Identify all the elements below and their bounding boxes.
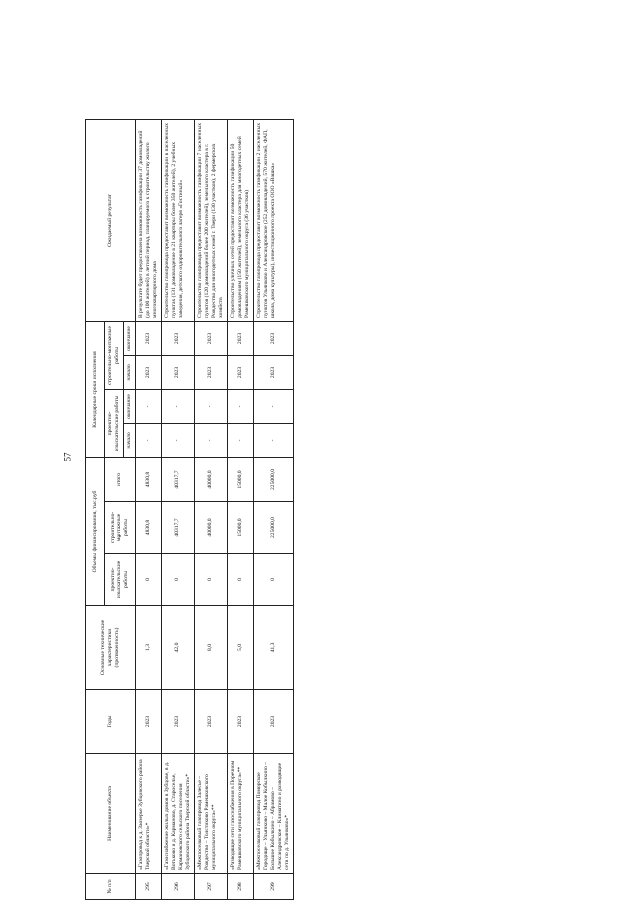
header-num: № п/п bbox=[86, 874, 136, 900]
row-tech: 42,0 bbox=[161, 606, 194, 690]
row-tech: 41,3 bbox=[253, 606, 293, 690]
header-fund-construct: строительно-монтажные работы bbox=[105, 502, 136, 554]
row-fund-total: 225000,0 bbox=[253, 457, 293, 501]
row-construct-start: 2023 bbox=[194, 355, 227, 389]
row-design-end: - bbox=[227, 389, 253, 423]
row-num: 297 bbox=[194, 874, 227, 900]
header-funding-group: Объемы финансирования, тыс.руб bbox=[86, 457, 105, 605]
row-fund-construct: 40317,7 bbox=[161, 502, 194, 554]
row-construct-end: 2023 bbox=[161, 321, 194, 355]
row-fund-design: 0 bbox=[135, 554, 161, 606]
row-fund-design: 0 bbox=[161, 554, 194, 606]
header-result: Ожидаемый результат bbox=[86, 119, 136, 321]
row-construct-end: 2023 bbox=[253, 321, 293, 355]
row-design-start: - bbox=[253, 423, 293, 457]
row-name: «Газоснабжение жилых домов в Зубцове, в д. Вотьково и д. Карманово, д. Староселье, Кармановского сельского поселения Зубцовского района Тверской области»* bbox=[161, 754, 194, 874]
row-result: Строительство уличных сетей предоставит возможность газификации 50 домовладениям (150 жителей), земельного кластера для многодетных семей Рамешковского муниципального округа (36 участков) bbox=[227, 119, 253, 321]
table-row bbox=[135, 119, 161, 899]
table-row bbox=[227, 119, 253, 899]
row-fund-total: 15000,0 bbox=[227, 457, 253, 501]
row-name: «Разводящие сети газоснабжения в Поречном Рамешковского муниципального округа»** bbox=[227, 754, 253, 874]
row-num: 298 bbox=[227, 874, 253, 900]
header-schedule-group: Календарные сроки исполнения bbox=[86, 321, 105, 457]
row-fund-design: 0 bbox=[194, 554, 227, 606]
gasification-table bbox=[85, 119, 294, 900]
row-fund-construct: 4830,8 bbox=[135, 502, 161, 554]
row-construct-start: 2023 bbox=[135, 355, 161, 389]
row-fund-design: 0 bbox=[253, 554, 293, 606]
row-fund-total: 40317,7 bbox=[161, 457, 194, 501]
row-tech: 5,0 bbox=[227, 606, 253, 690]
header-design-end: окончание bbox=[123, 389, 135, 423]
header-design-start: начало bbox=[123, 423, 135, 457]
header-construct-end: окончание bbox=[123, 321, 135, 355]
row-design-end: - bbox=[161, 389, 194, 423]
row-construct-start: 2023 bbox=[253, 355, 293, 389]
row-name: «Межпоселковый газопровод Поморское Городище – Ульянково – Малое Кобылкино – Большое Кобылкино – Абрамово – Александровское – Климатино и разводящие сети по д. Ульянково»* bbox=[253, 754, 293, 874]
header-sched-construct: строительно-монтажные работы bbox=[105, 321, 124, 389]
header-sched-design: проектно-изыскательские работы bbox=[105, 389, 124, 457]
header-years: Годы bbox=[86, 690, 136, 754]
row-fund-construct: 40000,0 bbox=[194, 502, 227, 554]
row-name: «Газопровод к д. Заозерье Зубцовского района Тверской области»* bbox=[135, 754, 161, 874]
row-fund-construct: 15000,0 bbox=[227, 502, 253, 554]
row-fund-design: 0 bbox=[227, 554, 253, 606]
row-tech: 1,3 bbox=[135, 606, 161, 690]
row-result: Строительство газопровода предоставит возможность газификации в населенных пунктах (131 домовладение в 21 квартиры более 350 жителей), 2 учебных заведения, детского оздоровительного лагеря «Гостиный» bbox=[161, 119, 194, 321]
row-design-start: - bbox=[135, 423, 161, 457]
header-fund-design: проектно-изыскательские работы bbox=[105, 554, 136, 606]
row-years: 2023 bbox=[161, 690, 194, 754]
row-years: 2023 bbox=[194, 690, 227, 754]
row-construct-end: 2023 bbox=[194, 321, 227, 355]
row-fund-construct: 225000,0 bbox=[253, 502, 293, 554]
table-row bbox=[253, 119, 293, 899]
table-row bbox=[194, 119, 227, 899]
rotated-table-container bbox=[85, 120, 555, 900]
row-fund-total: 40000,0 bbox=[194, 457, 227, 501]
row-tech: 8,0 bbox=[194, 606, 227, 690]
row-construct-start: 2023 bbox=[161, 355, 194, 389]
row-design-start: - bbox=[227, 423, 253, 457]
header-construct-start: начало bbox=[123, 355, 135, 389]
row-years: 2023 bbox=[135, 690, 161, 754]
row-design-start: - bbox=[194, 423, 227, 457]
row-num: 296 bbox=[161, 874, 194, 900]
row-design-end: - bbox=[253, 389, 293, 423]
row-num: 299 bbox=[253, 874, 293, 900]
header-name: Наименование объекта bbox=[86, 754, 136, 874]
row-years: 2023 bbox=[253, 690, 293, 754]
page-number: 57 bbox=[62, 452, 73, 462]
header-row-1 bbox=[86, 119, 105, 899]
row-design-start: - bbox=[161, 423, 194, 457]
row-years: 2023 bbox=[227, 690, 253, 754]
row-construct-start: 2023 bbox=[227, 355, 253, 389]
row-result: В результате будет предоставлена возможность газификации 37 домовладений (до 100 жителей) в летний период, планируемого к строительству жилого многоквартирного дома bbox=[135, 119, 161, 321]
header-fund-total: итого bbox=[105, 457, 136, 501]
row-name: «Межпоселковый газопровод Залесье – Рождество – Толстиково Рамешковского муниципального округа»** bbox=[194, 754, 227, 874]
row-construct-end: 2023 bbox=[227, 321, 253, 355]
row-fund-total: 4830,8 bbox=[135, 457, 161, 501]
row-result: Строительство газопровода предоставит возможность газификации 7 населенных пунктов (120 домовладений более 200 жителей), земельного кластера в г. Рождество для многодетных семей г. Твери (130 участков), 2 фермерских хозяйств bbox=[194, 119, 227, 321]
row-design-end: - bbox=[135, 389, 161, 423]
row-result: Строительство газопровода предоставит возможность газификации 2 населенных пунктов Ульянково и Александровское (252 домовладений, 570 жителей, ФАП, школа, дома культуры), инвестиционного проекта ООО «Вашка» bbox=[253, 119, 293, 321]
row-construct-end: 2023 bbox=[135, 321, 161, 355]
header-tech: Основные технические характеристики (протяженность) bbox=[86, 606, 136, 690]
row-design-end: - bbox=[194, 389, 227, 423]
table-row bbox=[161, 119, 194, 899]
row-num: 295 bbox=[135, 874, 161, 900]
